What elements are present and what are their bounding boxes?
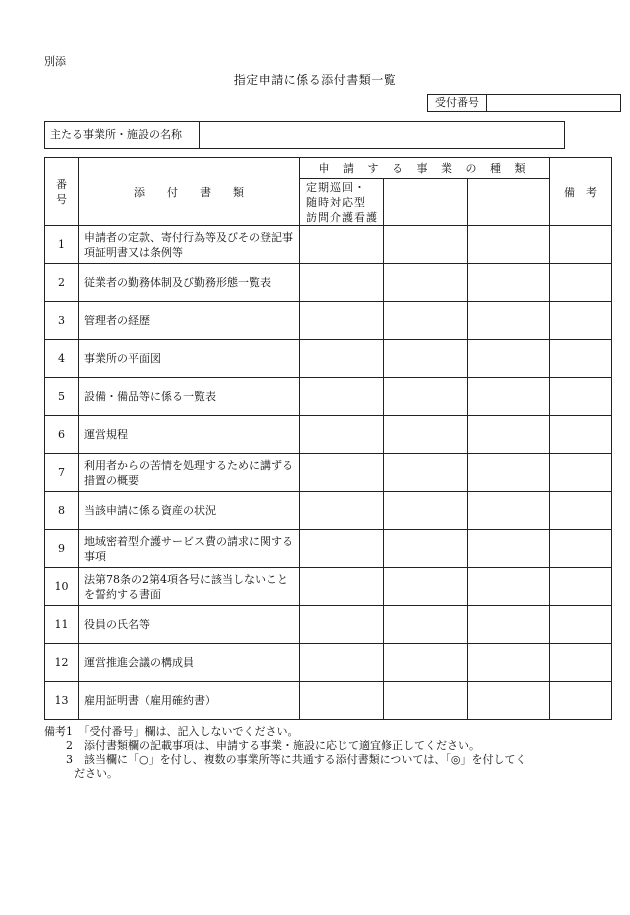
service-1-cell[interactable] <box>300 568 384 606</box>
service-2-cell[interactable] <box>384 302 468 340</box>
document-name: 法第78条の2第4項各号に該当しないことを誓約する書面 <box>79 568 300 606</box>
document-name: 運営推進会議の構成員 <box>79 644 300 682</box>
column-header-document: 添 付 書 類 <box>79 158 300 226</box>
service-1-cell[interactable] <box>300 416 384 454</box>
table-row <box>45 226 612 264</box>
remarks-cell[interactable] <box>550 226 612 264</box>
row-number: 3 <box>45 302 79 340</box>
reception-number-field[interactable] <box>487 95 620 111</box>
document-name: 設備・備品等に係る一覧表 <box>79 378 300 416</box>
row-number: 11 <box>45 606 79 644</box>
row-number: 5 <box>45 378 79 416</box>
service-2-cell[interactable] <box>384 568 468 606</box>
document-name: 運営規程 <box>79 416 300 454</box>
row-number: 1 <box>45 226 79 264</box>
remarks-cell[interactable] <box>550 454 612 492</box>
service-2-cell[interactable] <box>384 682 468 720</box>
table-row <box>45 568 612 606</box>
service-3-cell[interactable] <box>468 302 550 340</box>
service-3-cell[interactable] <box>468 568 550 606</box>
remarks-cell[interactable] <box>550 606 612 644</box>
table-row <box>45 644 612 682</box>
service-type-1: 定期巡回・ 随時対応型 訪問介護看護 <box>300 179 384 226</box>
service-2-cell[interactable] <box>384 606 468 644</box>
service-2-cell[interactable] <box>384 530 468 568</box>
service-2-cell[interactable] <box>384 264 468 302</box>
note-3-continued: ださい。 <box>74 767 118 780</box>
row-number: 9 <box>45 530 79 568</box>
document-name: 地域密着型介護サービス費の請求に関する事項 <box>79 530 300 568</box>
service-1-cell[interactable] <box>300 264 384 302</box>
attachment-table <box>44 157 612 720</box>
table-row <box>45 454 612 492</box>
table-row <box>45 378 612 416</box>
table-row <box>45 416 612 454</box>
remarks-cell[interactable] <box>550 340 612 378</box>
service-type-2[interactable] <box>384 179 468 226</box>
page-title: 指定申請に係る添付書類一覧 <box>233 73 397 87</box>
service-2-cell[interactable] <box>384 340 468 378</box>
row-number: 7 <box>45 454 79 492</box>
row-number: 12 <box>45 644 79 682</box>
note-2: 2 添付書類欄の記載事項は、申請する事業・施設に応じて適宜修正してください。 <box>66 739 480 752</box>
remarks-cell[interactable] <box>550 378 612 416</box>
row-number: 8 <box>45 492 79 530</box>
remarks-cell[interactable] <box>550 682 612 720</box>
row-number: 2 <box>45 264 79 302</box>
row-number: 6 <box>45 416 79 454</box>
document-name: 当該申請に係る資産の状況 <box>79 492 300 530</box>
note-1: 備考1 「受付番号」欄は、記入しないでください。 <box>44 725 299 738</box>
table-row <box>45 682 612 720</box>
service-1-cell[interactable] <box>300 644 384 682</box>
remarks-cell[interactable] <box>550 644 612 682</box>
service-1-cell[interactable] <box>300 378 384 416</box>
service-2-cell[interactable] <box>384 454 468 492</box>
service-type-3[interactable] <box>468 179 550 226</box>
remarks-cell[interactable] <box>550 264 612 302</box>
service-3-cell[interactable] <box>468 264 550 302</box>
remarks-cell[interactable] <box>550 302 612 340</box>
remarks-cell[interactable] <box>550 492 612 530</box>
service-1-cell[interactable] <box>300 530 384 568</box>
service-3-cell[interactable] <box>468 340 550 378</box>
service-3-cell[interactable] <box>468 454 550 492</box>
service-1-cell[interactable] <box>300 226 384 264</box>
table-row <box>45 264 612 302</box>
service-3-cell[interactable] <box>468 226 550 264</box>
document-name: 申請者の定款、寄付行為等及びその登記事項証明書又は条例等 <box>79 226 300 264</box>
service-3-cell[interactable] <box>468 682 550 720</box>
remarks-cell[interactable] <box>550 416 612 454</box>
service-1-cell[interactable] <box>300 302 384 340</box>
service-1-cell[interactable] <box>300 454 384 492</box>
service-3-cell[interactable] <box>468 416 550 454</box>
remarks-cell[interactable] <box>550 568 612 606</box>
annex-label: 別添 <box>44 55 66 68</box>
service-2-cell[interactable] <box>384 416 468 454</box>
document-name: 利用者からの苦情を処理するために講ずる措置の概要 <box>79 454 300 492</box>
document-name: 事業所の平面図 <box>79 340 300 378</box>
row-number: 4 <box>45 340 79 378</box>
service-2-cell[interactable] <box>384 226 468 264</box>
notes <box>44 725 584 781</box>
document-name: 従業者の勤務体制及び勤務形態一覧表 <box>79 264 300 302</box>
service-2-cell[interactable] <box>384 644 468 682</box>
column-header-number: 番 号 <box>45 158 79 226</box>
table-row <box>45 530 612 568</box>
service-3-cell[interactable] <box>468 492 550 530</box>
remarks-cell[interactable] <box>550 530 612 568</box>
note-3: 3 該当欄に「○」を付し、複数の事業所等に共通する添付書類については、「◎」を付してく <box>66 753 527 766</box>
facility-name-box <box>44 121 565 149</box>
service-3-cell[interactable] <box>468 530 550 568</box>
service-2-cell[interactable] <box>384 378 468 416</box>
service-1-cell[interactable] <box>300 606 384 644</box>
service-3-cell[interactable] <box>468 378 550 416</box>
service-1-cell[interactable] <box>300 492 384 530</box>
document-name: 役員の氏名等 <box>79 606 300 644</box>
row-number: 13 <box>45 682 79 720</box>
document-name: 雇用証明書（雇用確約書） <box>79 682 300 720</box>
facility-name-field[interactable] <box>200 122 564 148</box>
table-row <box>45 606 612 644</box>
column-header-remarks: 備 考 <box>550 158 612 226</box>
service-3-cell[interactable] <box>468 606 550 644</box>
row-number: 10 <box>45 568 79 606</box>
service-3-cell[interactable] <box>468 644 550 682</box>
column-header-service-types: 申 請 す る 事 業 の 種 類 <box>300 158 550 179</box>
service-2-cell[interactable] <box>384 492 468 530</box>
table-row <box>45 492 612 530</box>
service-1-cell[interactable] <box>300 682 384 720</box>
table-row <box>45 302 612 340</box>
table-row <box>45 340 612 378</box>
facility-name-label: 主たる事業所・施設の名称 <box>45 122 200 148</box>
reception-number-label: 受付番号 <box>428 95 487 111</box>
service-1-cell[interactable] <box>300 340 384 378</box>
document-name: 管理者の経歴 <box>79 302 300 340</box>
reception-number-box <box>427 94 621 112</box>
